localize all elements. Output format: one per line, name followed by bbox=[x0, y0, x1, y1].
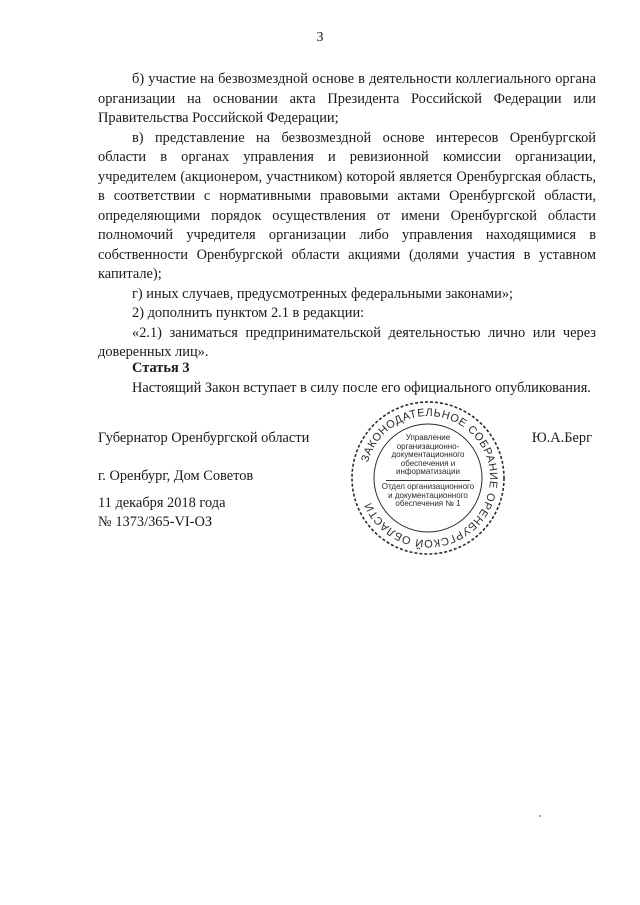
paragraph-2: 2) дополнить пунктом 2.1 в редакции: bbox=[132, 305, 365, 321]
body-text bbox=[98, 70, 596, 363]
scan-speck bbox=[539, 815, 541, 817]
seal-inner-text bbox=[380, 434, 476, 522]
paragraph-v: в) представление на безвозмездной основе интересов Оренбургской области в органах управления и ревизионной комиссии организации, учредителем (акционером, участником) которой является Оренбургская область, в соответствии с нормативными правовыми актами Оренбургской области, определяющими порядок осуществления от имени Оренбургской области полномочий учредителя организации либо управления находящимися в собственности Оренбургской области акциями (долями участия в уставном капитале); bbox=[98, 129, 596, 282]
signer-name: Ю.А.Берг bbox=[531, 430, 592, 446]
official-seal bbox=[348, 398, 508, 558]
article-text: Настоящий Закон вступает в силу после его официального опубликования. bbox=[132, 379, 591, 396]
seal-division: Отдел организационного и документационного обеспечения № 1 bbox=[381, 481, 475, 509]
signing-date: 11 декабря 2018 года bbox=[98, 495, 226, 511]
signing-place: г. Оренбург, Дом Советов bbox=[98, 468, 254, 484]
article-3 bbox=[98, 359, 596, 398]
article-heading: Статья 3 bbox=[132, 360, 190, 376]
paragraph-b: б) участие на безвозмездной основе в деятельности коллегиального органа организации на основании акта Президента Российской Федерации или Правительства Российской Федерации; bbox=[98, 71, 596, 126]
page-number: 3 bbox=[316, 30, 324, 45]
seal-ring-text: ЗАКОНОДАТЕЛЬНОЕ СОБРАНИЕ ОРЕНБУРГСКОЙ ОБЛАСТИ bbox=[359, 406, 500, 550]
paragraph-2-1: «2.1) заниматься предпринимательской деятельностью лично или через доверенных лиц». bbox=[98, 324, 596, 360]
signer-position: Губернатор Оренбургской области bbox=[98, 430, 310, 446]
paragraph-g: г) иных случаев, предусмотренных федеральными законами»; bbox=[132, 285, 514, 302]
seal-divider bbox=[386, 480, 470, 481]
law-number: № 1373/365-VI-ОЗ bbox=[98, 514, 213, 530]
seal-department: Управление организационно-документационного обеспечения и информатизации bbox=[391, 433, 465, 477]
